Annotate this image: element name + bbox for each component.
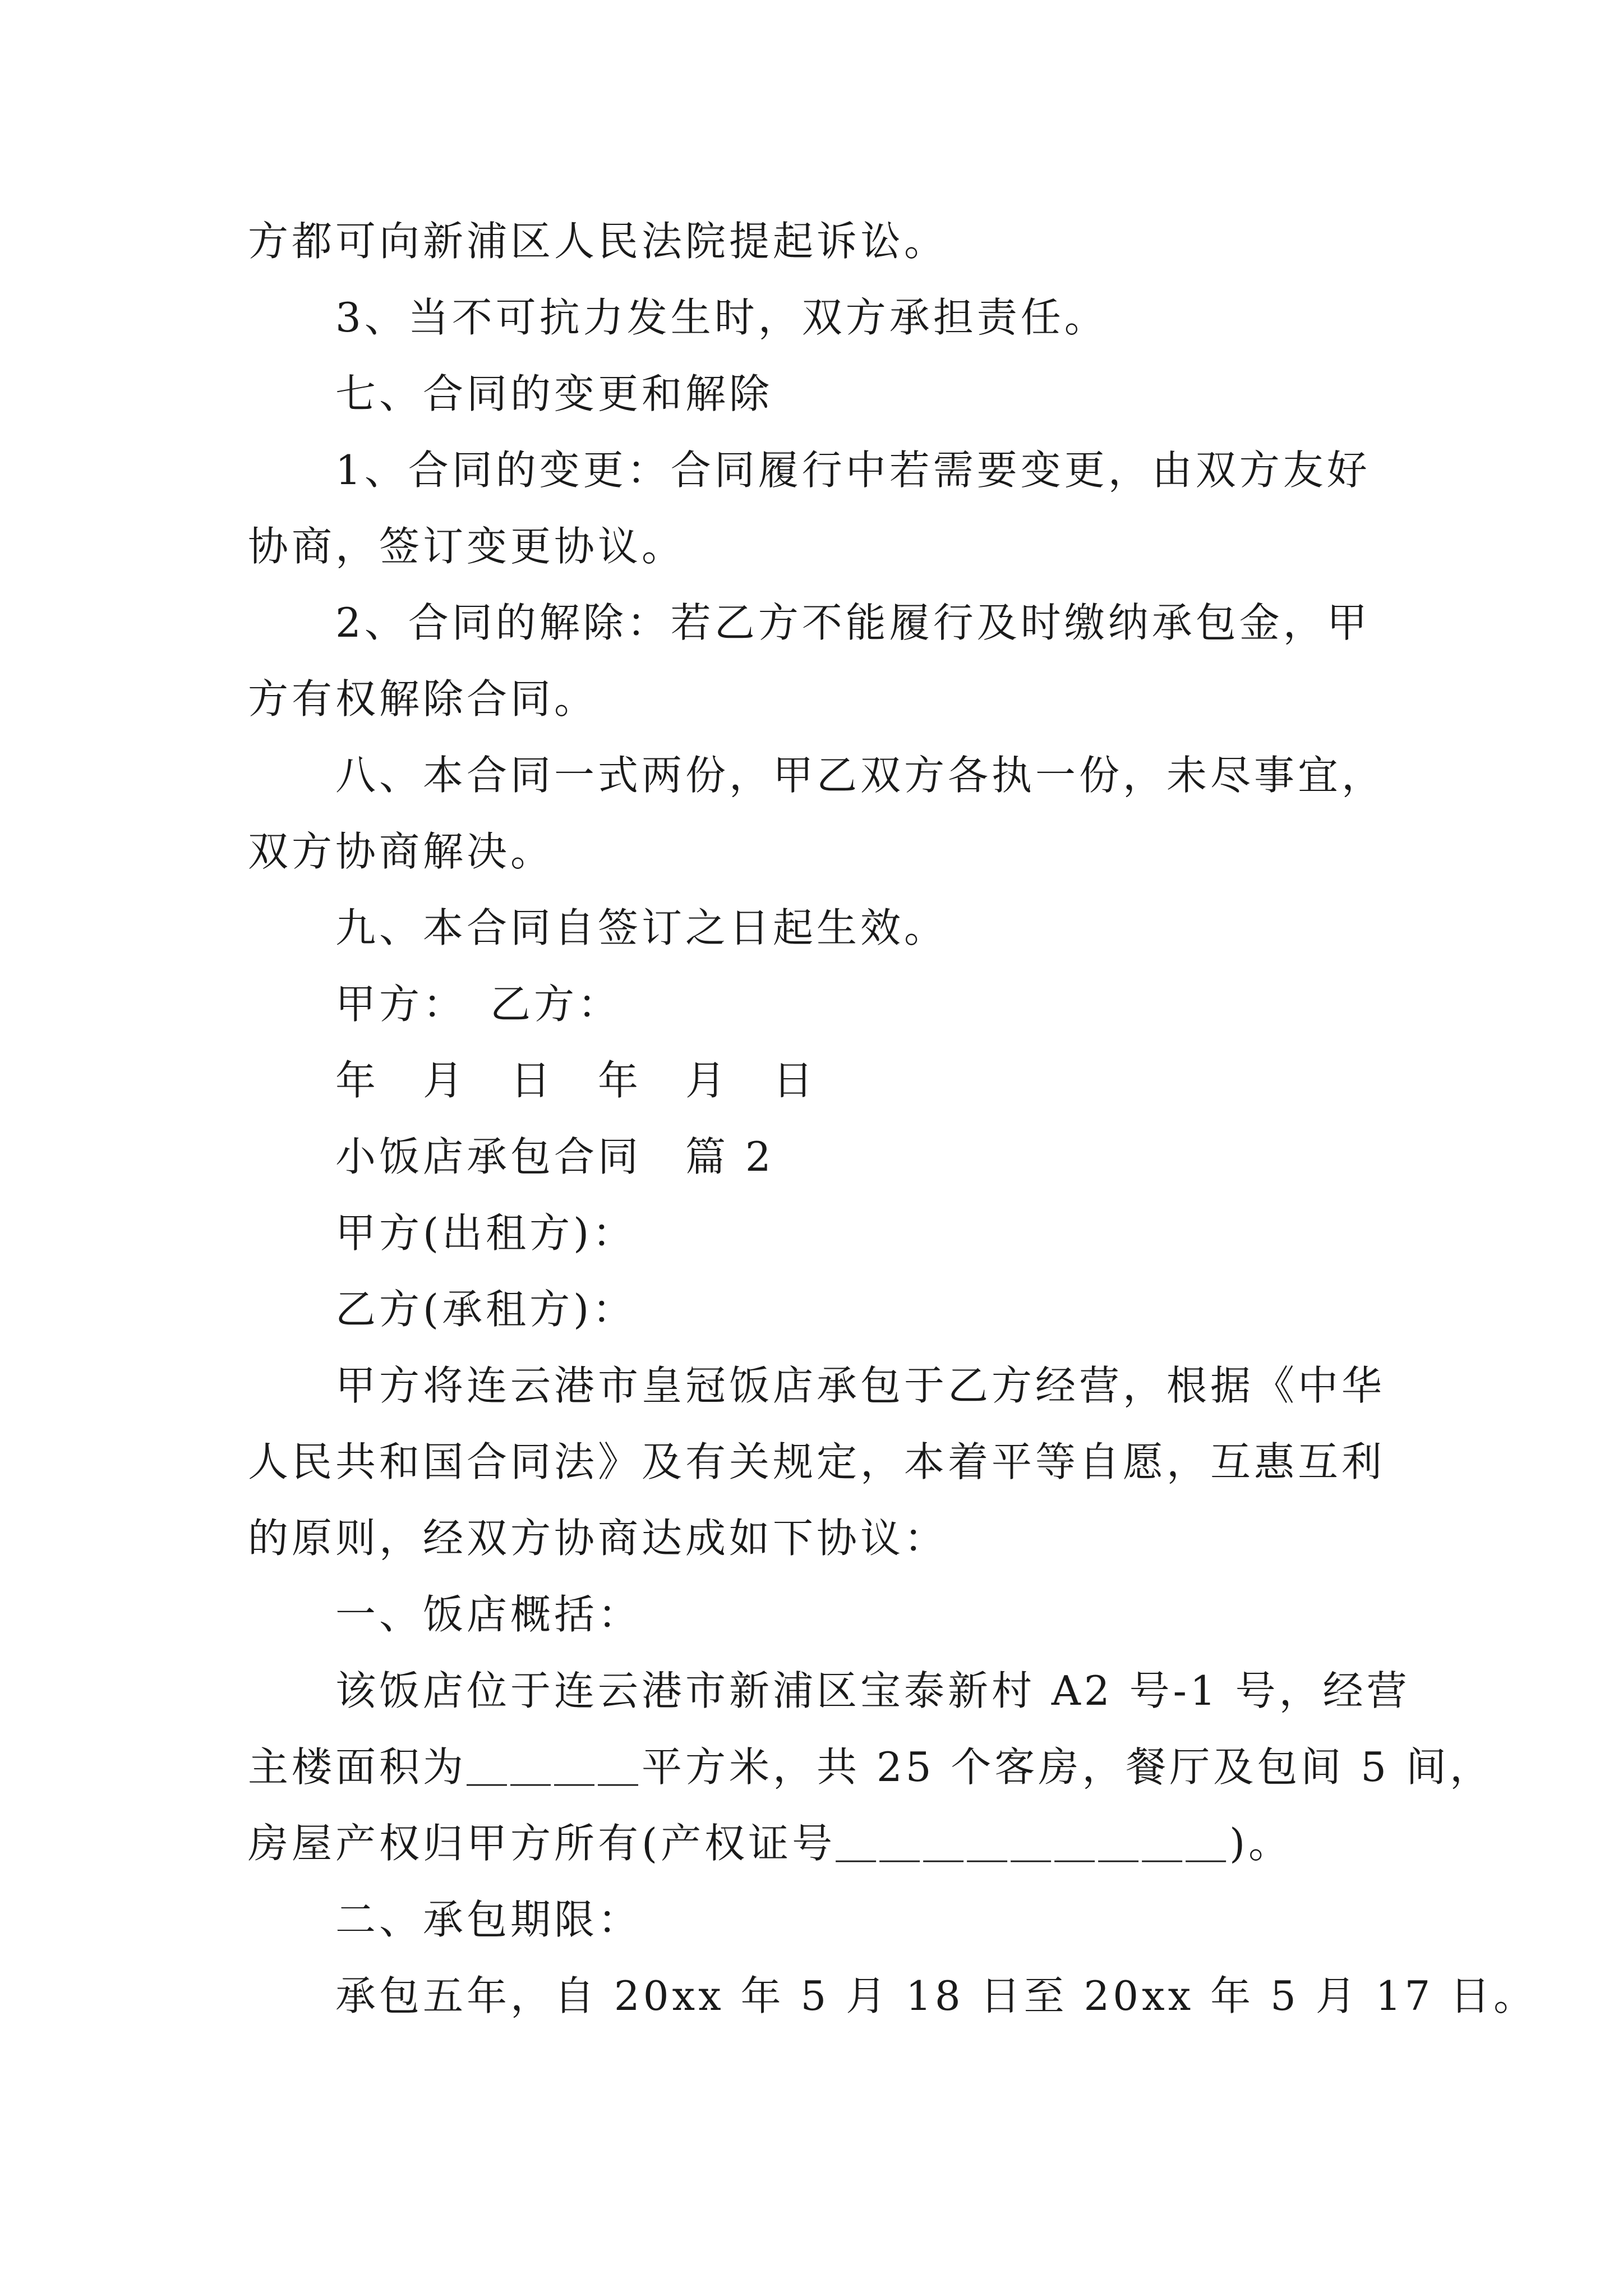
text-line: 八、本合同一式两份，甲乙双方各执一份，未尽事宜， (335, 752, 1386, 799)
section-heading: 七、合同的变更和解除 (335, 370, 773, 417)
party-b-label: 乙方(承租方)： (335, 1286, 637, 1333)
contract-title: 小饭店承包合同 篇 2 (335, 1133, 774, 1180)
text-line: 双方协商解决。 (248, 828, 555, 875)
text-line: 2、合同的解除：若乙方不能履行及时缴纳承包金，甲 (335, 599, 1371, 646)
text-line: 甲方将连云港市皇冠饭店承包于乙方经营，根据《中华 (335, 1362, 1386, 1409)
text-line: 方有权解除合同。 (248, 675, 598, 723)
signature-dates: 年 月 日 年 月 日 (335, 1057, 817, 1104)
section-heading: 二、承包期限： (335, 1896, 642, 1943)
section-heading: 一、饭店概括： (335, 1591, 642, 1638)
document-body (248, 203, 1538, 2034)
text-line: 该饭店位于连云港市新浦区宝泰新村 A2 号-1 号，经营 (335, 1667, 1410, 1714)
party-a-label: 甲方(出租方)： (335, 1209, 637, 1257)
text-line: 房屋产权归甲方所有(产权证号＿＿＿＿＿＿＿＿＿)。 (248, 1820, 1293, 1867)
text-line: 人民共和国合同法》及有关规定，本着平等自愿，互惠互利 (248, 1438, 1386, 1485)
text-line: 九、本合同自签订之日起生效。 (335, 904, 948, 951)
text-line: 1、合同的变更：合同履行中若需要变更，由双方友好 (335, 447, 1371, 494)
text-line: 方都可向新浦区人民法院提起诉讼。 (248, 218, 948, 265)
text-line: 的原则，经双方协商达成如下协议： (248, 1515, 948, 1562)
text-line: 承包五年，自 20xx 年 5 月 18 日至 20xx 年 5 月 17 日。 (335, 1972, 1538, 2019)
text-line: 协商，签订变更协议。 (248, 523, 686, 570)
signature-parties: 甲方： 乙方： (335, 981, 622, 1028)
text-line: 主楼面积为＿＿＿＿平方米，共 25 个客房，餐厅及包间 5 间， (248, 1743, 1493, 1791)
text-line: 3、当不可抗力发生时，双方承担责任。 (335, 294, 1108, 341)
